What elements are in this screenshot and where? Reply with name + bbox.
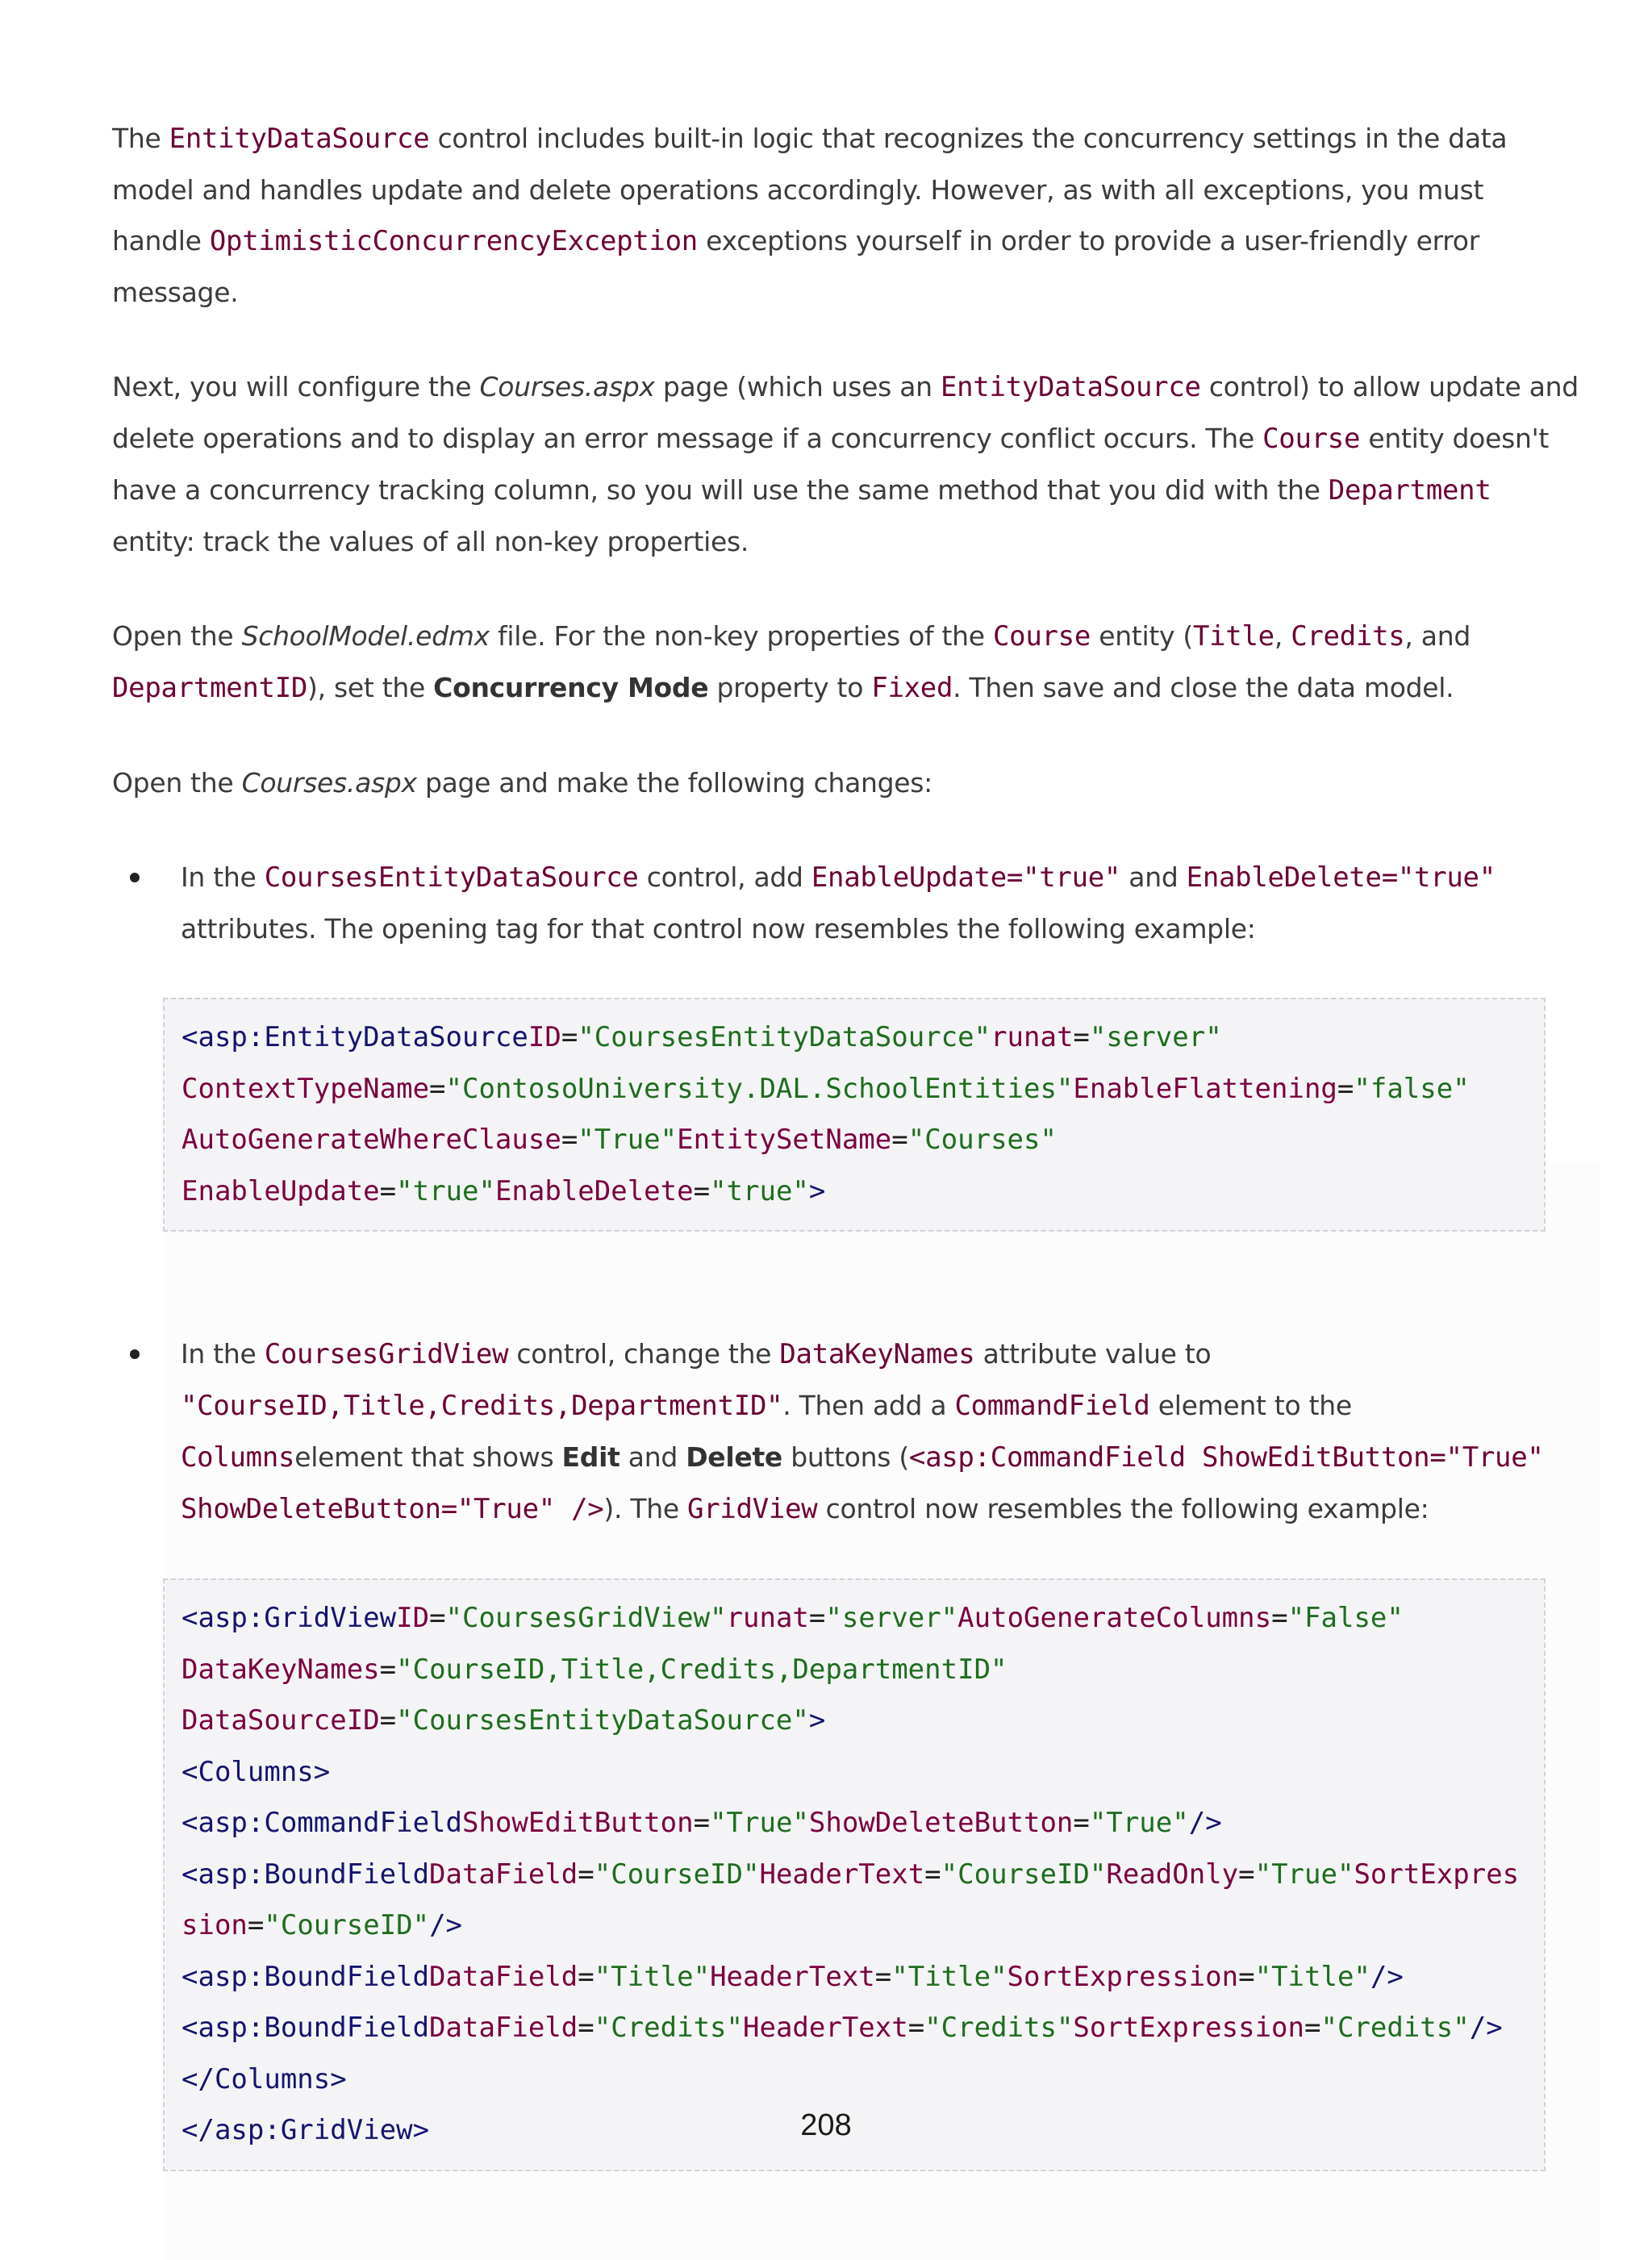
- inline-code: <asp:CommandField ShowEditButton="True" ShowDeleteButton="True" />: [181, 1441, 1544, 1525]
- inline-code: GridView: [687, 1493, 818, 1525]
- inline-code: Course: [1262, 423, 1361, 455]
- inline-code: Credits: [1291, 620, 1405, 653]
- page-content: [112, 113, 1580, 2171]
- inline-code: Fixed: [871, 672, 953, 704]
- inline-code: Course: [992, 620, 1091, 653]
- list-item-text: In the CoursesGridView control, change the DataKeyNames attribute value to "CourseID,Title,Credits,DepartmentID". Then add a CommandField element to the Columnselement that shows Edit and Delete buttons (<asp:CommandField ShowEditButton="True" ShowDeleteButton="True" />). The GridView control now resembles the following example:: [181, 1338, 1544, 1525]
- inline-code: OptimisticConcurrencyException: [209, 225, 698, 257]
- paragraph-open-courses: Open the Courses.aspx page and make the following changes:: [112, 767, 932, 799]
- inline-code: "CourseID,Title,Credits,DepartmentID": [181, 1390, 783, 1422]
- bold-term: Concurrency Mode: [433, 672, 709, 703]
- inline-code: CommandField: [954, 1390, 1150, 1422]
- file-name: Courses.aspx: [241, 767, 417, 799]
- bullet-icon: [130, 1349, 140, 1359]
- inline-code: EnableDelete="true": [1186, 861, 1496, 894]
- paragraph-configure-courses: Next, you will configure the Courses.aspx page (which uses an EntityDataSource control) to allow update and delete operations and to display an error message if a concurrency conflict occurs. The Course entity doesn't have a concurrency tracking column, so you will use the same method that you did with the Department entity: track the values of all non-key properties.: [112, 371, 1579, 557]
- inline-code: EntityDataSource: [940, 371, 1201, 403]
- bullet-icon: [130, 873, 140, 882]
- bold-term: Delete: [686, 1441, 783, 1473]
- code-block-entitydatasource: <asp:EntityDataSourceID="CoursesEntityDataSource"runat="server" ContextTypeName="ContosoUniversity.DAL.SchoolEntities"EnableFlattening="false" AutoGenerateWhereClause="True"EntitySetName="Courses" EnableUpdate="true"EnableDelete="true">: [163, 998, 1546, 1232]
- inline-code: DataKeyNames: [779, 1338, 975, 1370]
- list-item-entitydatasource: [112, 852, 1580, 954]
- inline-code: CoursesGridView: [264, 1338, 509, 1370]
- code-block-gridview: <asp:GridViewID="CoursesGridView"runat="server"AutoGenerateColumns="False" DataKeyNames="CourseID,Title,Credits,DepartmentID" DataSourceID="CoursesEntityDataSource"> <Columns> <asp:CommandFieldShowEditButton="True"ShowDeleteButton="True"/> <asp:BoundFieldDataField="CourseID"HeaderText="CourseID"ReadOnly="True"SortExpression="CourseID"/> <asp:BoundFieldDataField="Title"HeaderText="Title"SortExpression="Title"/> <asp:BoundFieldDataField="Credits"HeaderText="Credits"SortExpression="Credits"/> </Columns> </asp:GridView>: [163, 1578, 1546, 2171]
- inline-code: Department: [1328, 474, 1491, 507]
- file-name: SchoolModel.edmx: [241, 620, 490, 652]
- inline-code: DepartmentID: [112, 672, 308, 704]
- page-number: 208: [800, 2108, 852, 2142]
- paragraph-open-schoolmodel: Open the SchoolModel.edmx file. For the non-key properties of the Course entity (Title, Credits, and DepartmentID), set the Concurrency Mode property to Fixed. Then save and close the data model.: [112, 620, 1471, 704]
- inline-code: CoursesEntityDataSource: [264, 861, 639, 894]
- inline-code: EntityDataSource: [169, 123, 430, 155]
- list-item-gridview: [112, 1328, 1580, 1535]
- inline-code: Columns: [181, 1441, 295, 1474]
- bold-term: Edit: [561, 1441, 620, 1473]
- paragraph-entitydatasource-intro: The EntityDataSource control includes built-in logic that recognizes the concurrency settings in the data model and handles update and delete operations accordingly. However, as with all exceptions, you must handle OptimisticConcurrencyException exceptions yourself in order to provide a user-friendly error message.: [112, 123, 1508, 308]
- inline-code: Title: [1192, 620, 1274, 653]
- list-item-text: In the CoursesEntityDataSource control, add EnableUpdate="true" and EnableDelete="true" attributes. The opening tag for that control now resembles the following example:: [181, 861, 1496, 944]
- file-name: Courses.aspx: [479, 371, 655, 402]
- inline-code: EnableUpdate="true": [811, 861, 1121, 894]
